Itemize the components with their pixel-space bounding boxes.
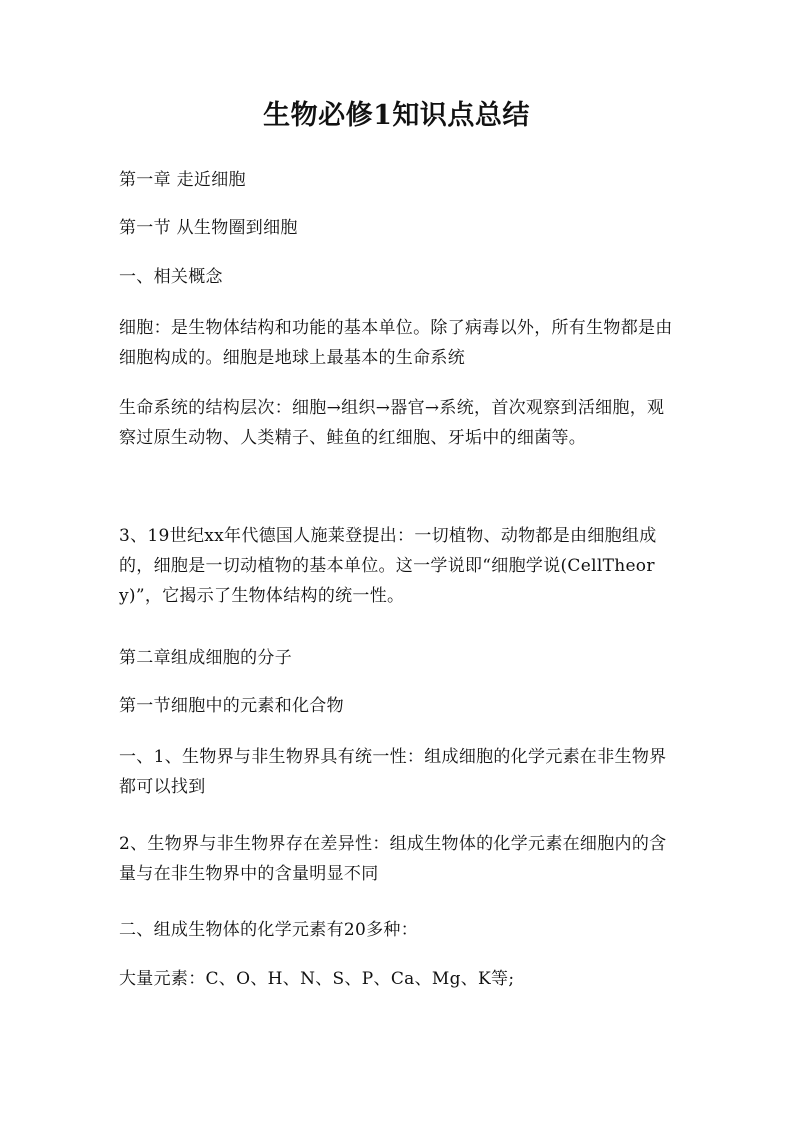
subsection-heading-concepts: 一、相关概念: [119, 267, 223, 287]
document-title: 生物必修1知识点总结: [263, 100, 530, 131]
paragraph-unity: 一、1、生物界与非生物界具有统一性：组成细胞的化学元素在非生物界都可以找到: [119, 747, 667, 797]
paragraph-macro-elements: 大量元素：C、O、H、N、S、P、Ca、Mg、K等;: [119, 969, 515, 989]
paragraph-cell-theory: 3、19世纪xx年代德国人施莱登提出：一切植物、动物都是由细胞组成的，细胞是一切动植物的基本单位。这一学说即“细胞学说(CellTheory)”，它揭示了生物体结构的统一性。: [119, 526, 657, 606]
chapter-heading-1: 第一章 走近细胞: [119, 170, 246, 190]
paragraph-difference: 2、生物界与非生物界存在差异性：组成生物体的化学元素在细胞内的含量与在非生物界中的含量明显不同: [119, 834, 667, 884]
section-heading-1: 第一节 从生物圈到细胞: [119, 218, 298, 238]
chapter-heading-2: 第二章组成细胞的分子: [119, 648, 292, 668]
paragraph-cell-definition: 细胞：是生物体结构和功能的基本单位。除了病毒以外，所有生物都是由细胞构成的。细胞是地球上最基本的生命系统: [119, 318, 673, 368]
paragraph-element-count: 二、组成生物体的化学元素有20多种：: [119, 920, 419, 940]
paragraph-life-system-levels: 生命系统的结构层次：细胞→组织→器官→系统，首次观察到活细胞，观察过原生动物、人类精子、鲑鱼的红细胞、牙垢中的细菌等。: [119, 398, 665, 448]
section-heading-2: 第一节细胞中的元素和化合物: [119, 696, 344, 716]
